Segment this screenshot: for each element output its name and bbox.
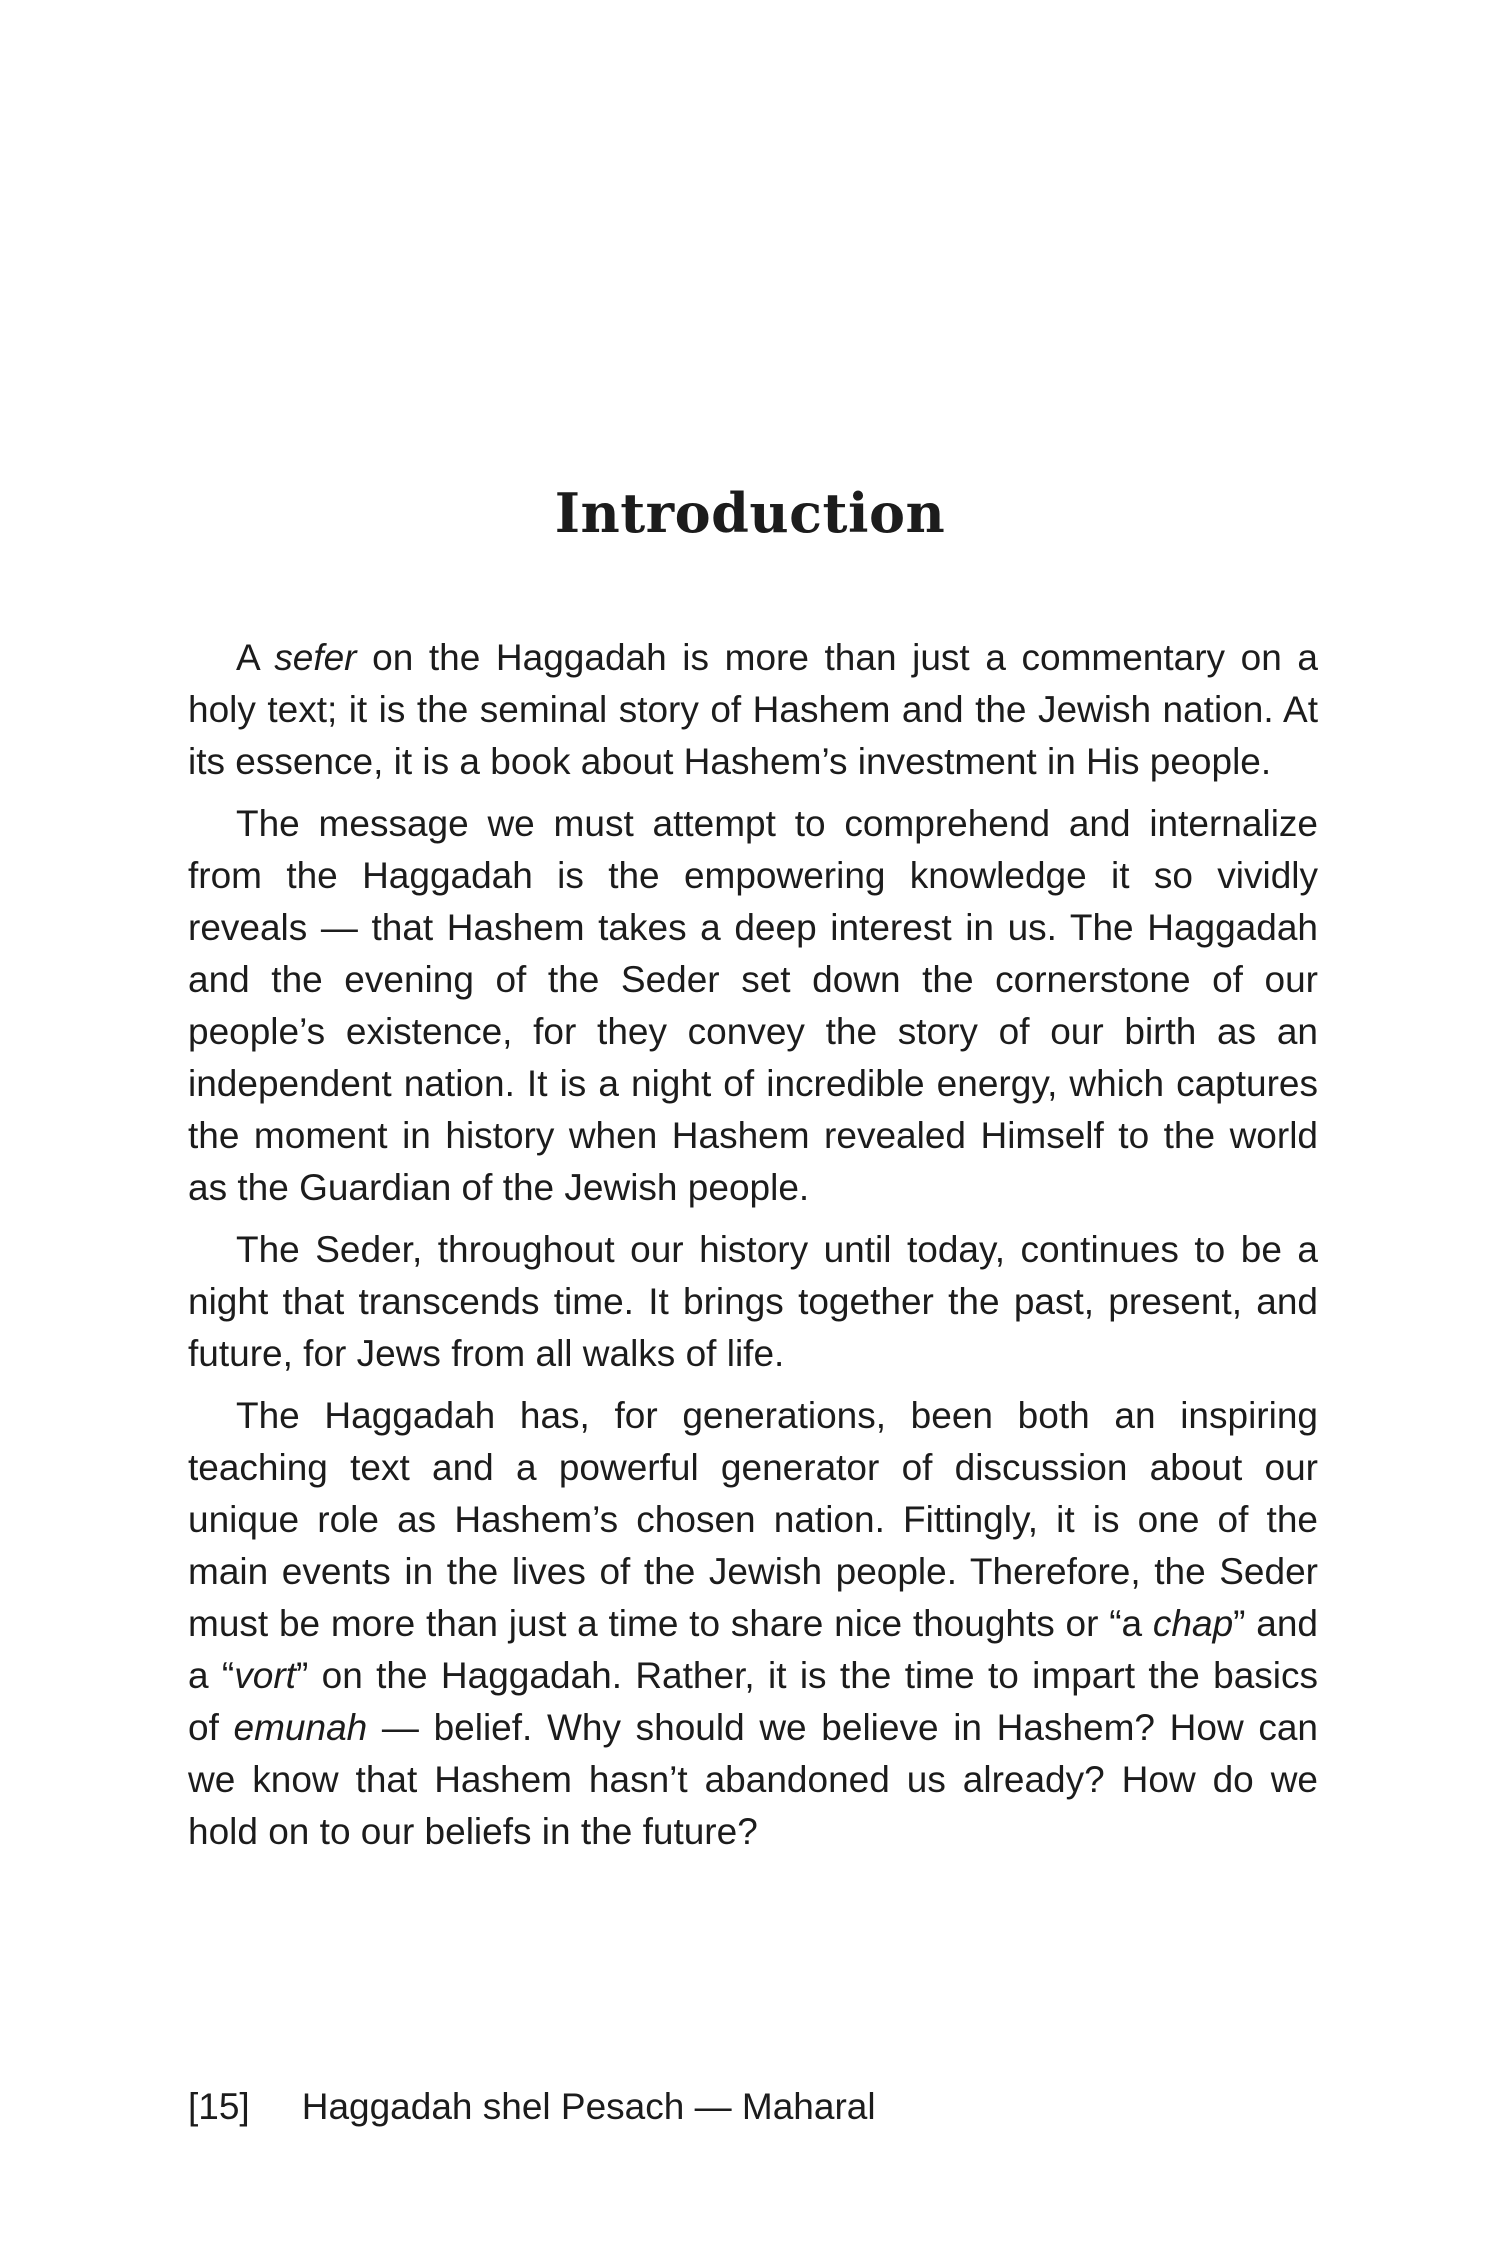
paragraph xyxy=(188,798,1318,1214)
paragraph xyxy=(188,632,1318,788)
text-run: The Haggadah has, for generations, been both an inspiring teaching text and a powerful generator of discussion about our unique role as Hashem’s chosen nation. Fittingly, it is one of the main events in the lives of the Jewish people. Therefore, the Seder must be more than just a time to share nice thoughts or “a xyxy=(188,1395,1318,1644)
text-run: ” on the Haggadah. Rather, it is the time to impart the basics of xyxy=(188,1655,1319,1748)
italic-term: emunah xyxy=(233,1707,368,1748)
italic-term: vort xyxy=(234,1655,296,1696)
text-run: on the Haggadah is more than just a commentary on a holy text; it is the seminal story of Hashem and the Jewish nation. At its essence, it is a book about Hashem’s investment in His people. xyxy=(188,637,1319,782)
paragraph xyxy=(188,1390,1318,1858)
page-footer xyxy=(188,2082,876,2132)
text-run: The message we must attempt to comprehend and internalize from the Haggadah is the empowering knowledge it so vividly reveals — that Hashem takes a deep interest in us. The Haggadah and the evening of the Seder set down the cornerstone of our people’s existence, for they convey the story of our birth as an independent nation. It is a night of incredible energy, which captures the moment in history when Hashem revealed Himself to the world as the Guardian of the Jewish people. xyxy=(188,803,1318,1208)
body-text xyxy=(188,632,1318,1858)
paragraph xyxy=(188,1224,1318,1380)
running-title: Haggadah shel Pesach — Maharal xyxy=(301,2086,876,2127)
text-run: A xyxy=(236,637,275,678)
text-run: The Seder, throughout our history until today, continues to be a night that transcends time. It brings together the past, present, and future, for Jews from all walks of life. xyxy=(188,1229,1318,1374)
italic-term: chap xyxy=(1152,1603,1234,1644)
text-run: — belief. Why should we believe in Hashem? How can we know that Hashem hasn’t abandoned us already? How do we hold on to our beliefs in the future? xyxy=(188,1707,1319,1852)
chapter-title: Introduction xyxy=(554,481,946,545)
text-run: ” and a “ xyxy=(188,1603,1318,1696)
italic-term: sefer xyxy=(274,637,357,678)
page-number: [15] xyxy=(188,2086,250,2127)
